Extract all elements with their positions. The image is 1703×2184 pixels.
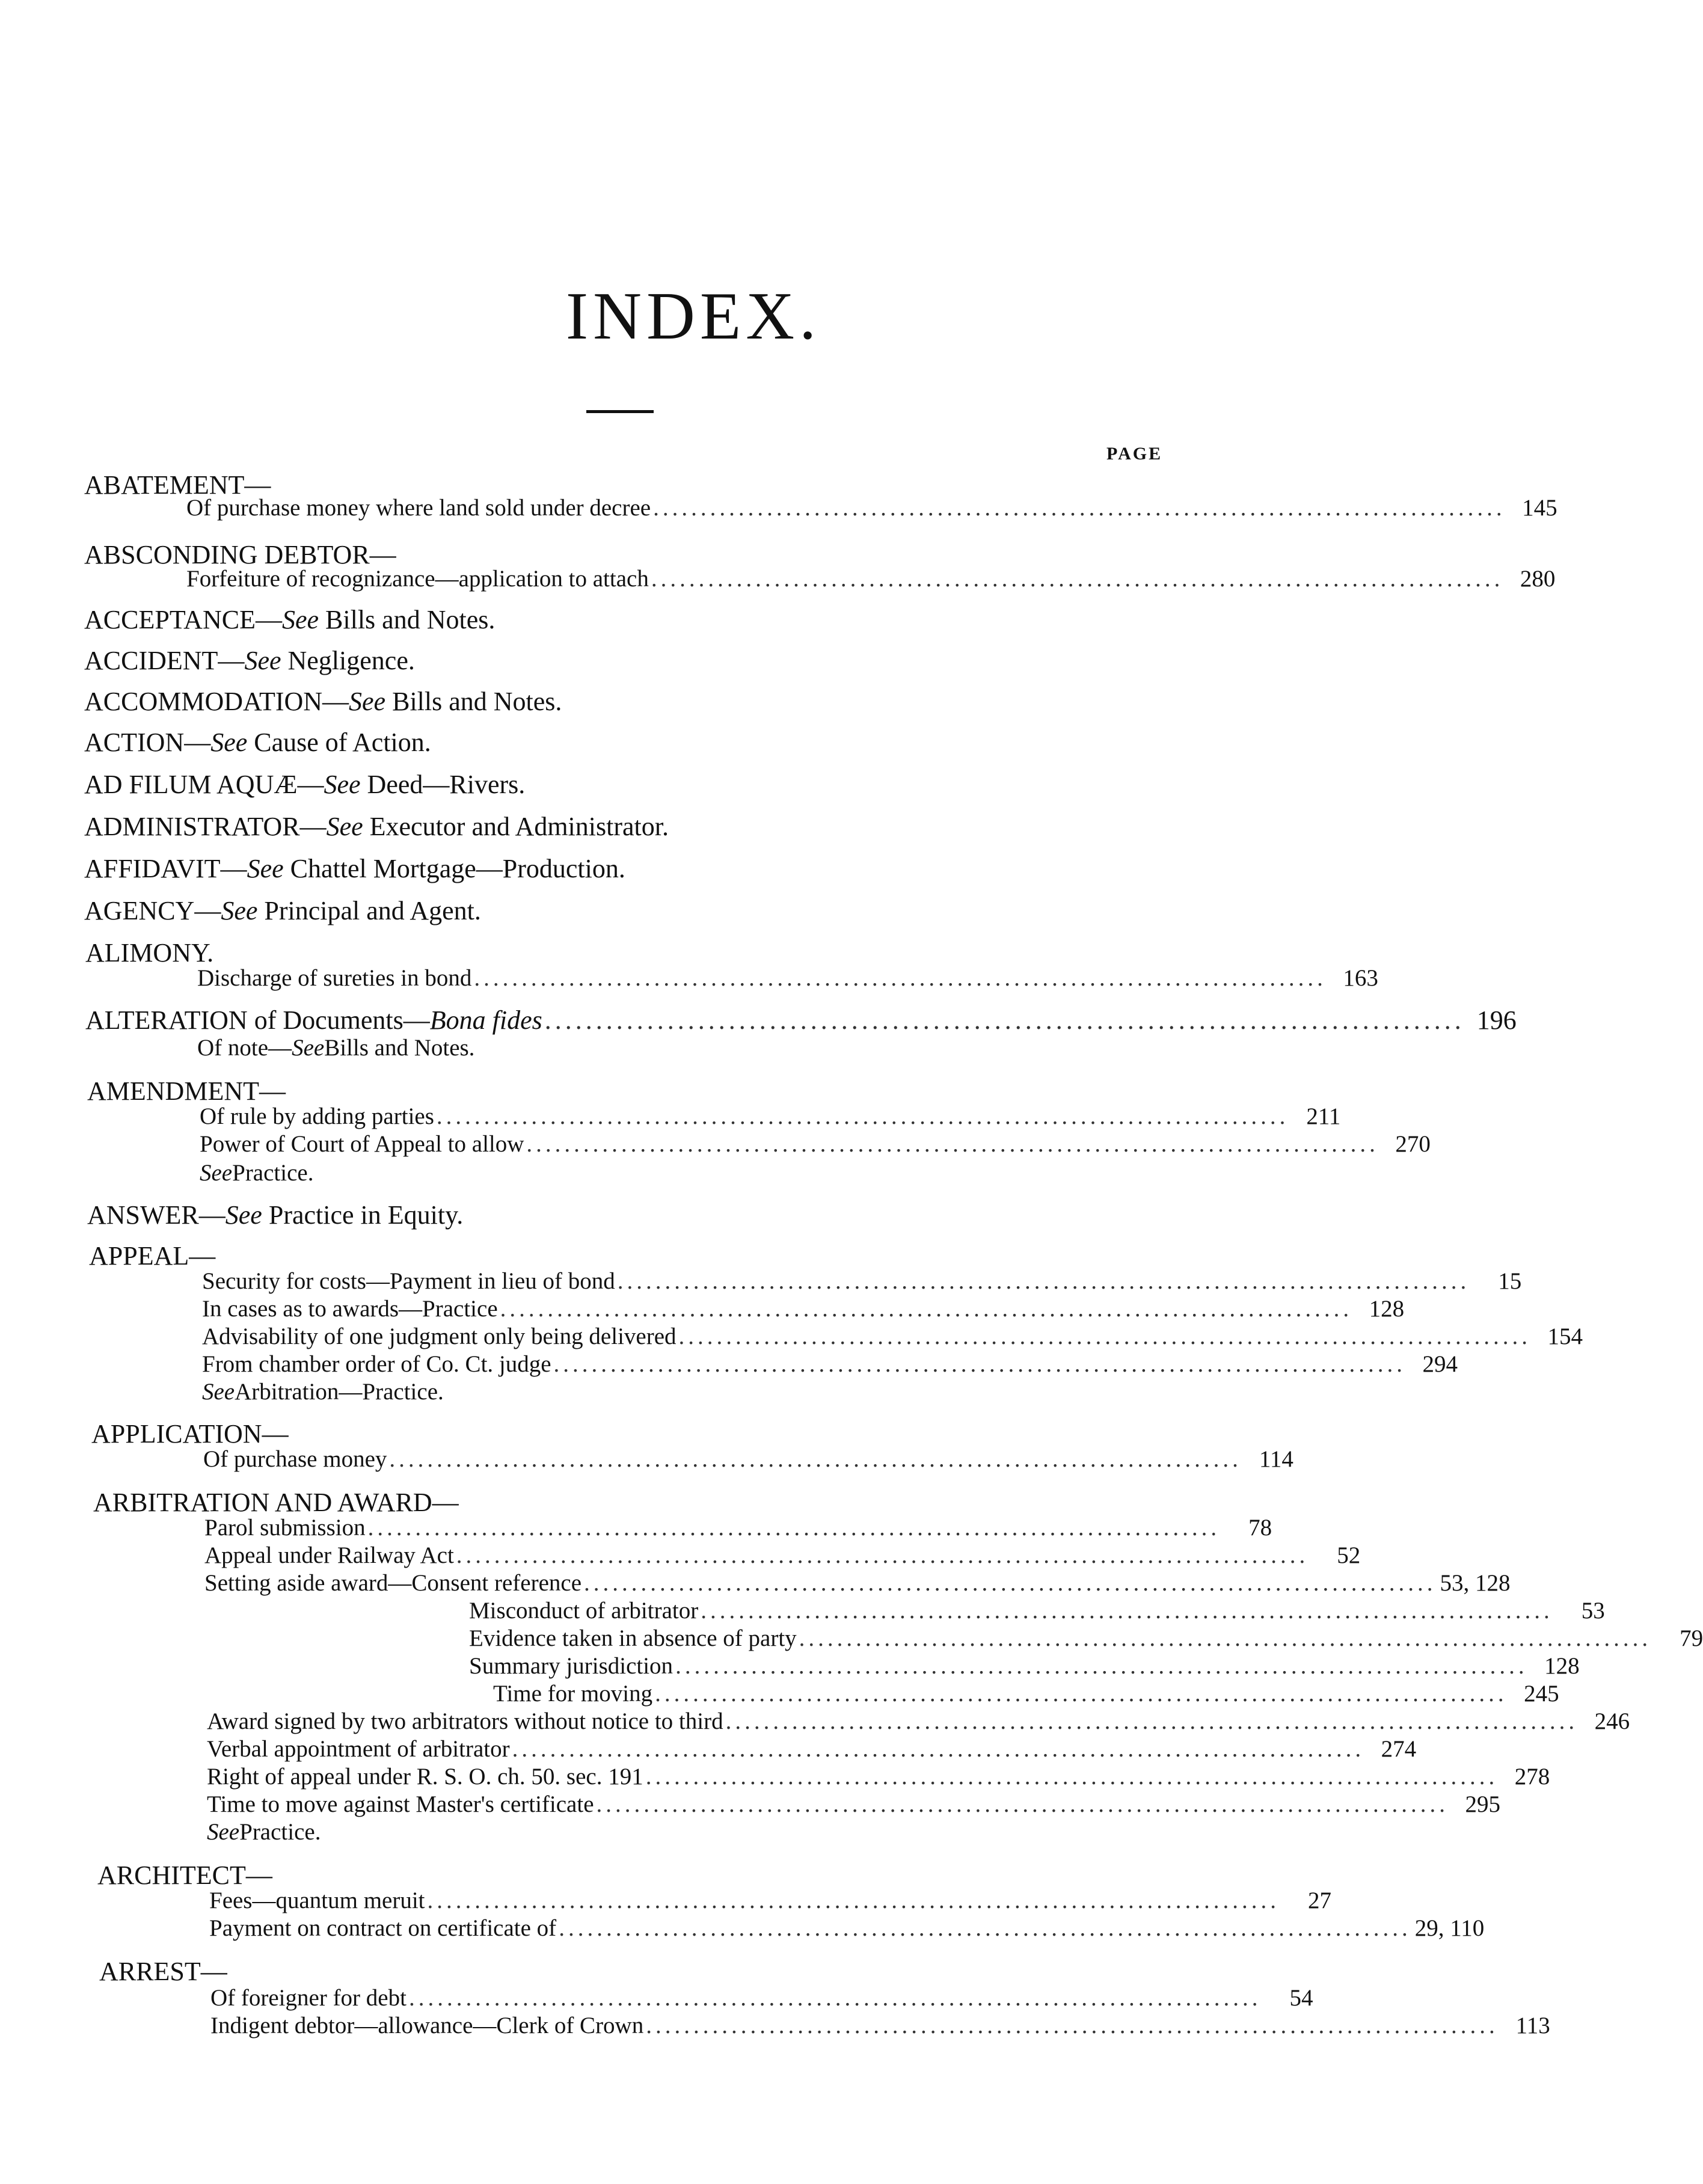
entry-ref: Practice. — [239, 1819, 321, 1845]
leader-dots: .......................................................................................... — [436, 1103, 1289, 1129]
page-number: 15 — [1498, 1268, 1522, 1294]
leader-dots: .......................................................................................... — [408, 1985, 1262, 2011]
page-number: 27 — [1308, 1888, 1332, 1913]
index-line — [202, 1268, 1522, 1295]
index-line-text: Payment on contract on certificate of — [209, 1915, 557, 1941]
entry-answer — [87, 1200, 463, 1230]
index-line — [469, 1625, 1703, 1652]
page-number: 128 — [1369, 1296, 1405, 1322]
entry-acceptance — [84, 605, 495, 635]
leader-dots: .......................................................................................... — [553, 1351, 1407, 1377]
see-label: See — [207, 1819, 240, 1845]
index-line-text: Of purchase money where land sold under decree — [186, 495, 651, 521]
entry-action — [84, 728, 431, 758]
entry-ref: Deed—Rivers. — [360, 770, 526, 799]
index-line — [203, 1446, 1293, 1473]
leader-dots: .......................................................................................... — [526, 1131, 1379, 1157]
index-line-text: Time to move against Master's certificate — [207, 1791, 594, 1817]
page-number: 54 — [1289, 1985, 1313, 2011]
index-line-text: Award signed by two arbitrators without notice to third — [207, 1708, 723, 1734]
entry-ref: Practice. — [232, 1160, 314, 1186]
leader-dots: .......................................................................................... — [701, 1598, 1553, 1624]
see-label: See — [244, 646, 281, 675]
see-label: See — [324, 770, 361, 799]
entry-heading-alimony: ALIMONY. — [85, 938, 214, 968]
leader-dots: .......................................................................................... — [646, 2013, 1499, 2038]
index-line-text: Discharge of sureties in bond — [197, 965, 472, 991]
leader-dots: .......................................................................................... — [651, 566, 1504, 592]
entry-head-italic: Bona fides — [429, 1005, 542, 1035]
page-number: 245 — [1524, 1681, 1559, 1707]
page-number: 29, 110 — [1414, 1915, 1485, 1941]
leader-dots: .......................................................................................... — [427, 1888, 1280, 1913]
leader-dots: .......................................................................................... — [559, 1915, 1411, 1941]
see-label: See — [349, 687, 386, 716]
page-number: 79 — [1680, 1625, 1703, 1651]
entry-heading-architect: ARCHITECT— — [97, 1860, 272, 1890]
page-number: 163 — [1343, 965, 1378, 991]
page-number: 114 — [1259, 1446, 1293, 1472]
leader-dots: .......................................................................................... — [389, 1446, 1242, 1472]
see-label: See — [200, 1160, 233, 1186]
index-line-text: Power of Court of Appeal to allow — [200, 1131, 524, 1157]
leader-dots: .......................................................................................... — [655, 1681, 1508, 1707]
index-line — [493, 1680, 1559, 1708]
page-number: 246 — [1594, 1708, 1630, 1734]
index-line — [469, 1652, 1580, 1680]
index-line — [207, 1763, 1550, 1791]
leader-dots: .......................................................................................... — [367, 1515, 1221, 1541]
entry-heading-arrest: ARREST— — [99, 1957, 227, 1986]
page-number: 274 — [1381, 1736, 1417, 1762]
entry-ref: Negligence. — [281, 646, 415, 675]
index-line-text: Setting aside award—Consent reference — [204, 1570, 582, 1596]
index-line-text: Of note— — [197, 1035, 292, 1061]
see-label: See — [292, 1035, 325, 1061]
index-line-text: Of purchase money — [203, 1446, 387, 1472]
index-line-text: Time for moving — [493, 1681, 653, 1707]
see-label: See — [221, 896, 258, 925]
index-line — [197, 965, 1378, 992]
entry-ref: Bills and Notes. — [319, 605, 496, 634]
page-title: INDEX. — [565, 279, 821, 354]
index-line — [204, 1542, 1361, 1569]
index-line-text: Indigent debtor—allowance—Clerk of Crown — [210, 2013, 644, 2038]
entry-ref: Cause of Action. — [247, 728, 431, 757]
index-line — [202, 1323, 1583, 1351]
page-number: 280 — [1520, 566, 1556, 592]
index-line — [210, 1984, 1313, 2012]
page-number: 145 — [1522, 495, 1557, 521]
index-line — [207, 1791, 1500, 1818]
index-line-text: Of rule by adding parties — [200, 1103, 434, 1129]
index-line-see — [197, 1034, 474, 1062]
index-line-see — [200, 1159, 313, 1187]
index-line — [207, 1708, 1630, 1735]
page-number: 53, 128 — [1440, 1570, 1511, 1596]
see-label: See — [281, 605, 319, 634]
leader-dots: .......................................................................................... — [799, 1625, 1652, 1651]
entry-heading-arbitration: ARBITRATION AND AWARD— — [93, 1488, 459, 1517]
index-line-text: Misconduct of arbitrator — [469, 1598, 699, 1624]
entry-heading-abatement: ABATEMENT— — [84, 470, 271, 500]
index-line-text: Appeal under Railway Act — [204, 1542, 454, 1568]
entry-accommodation — [84, 687, 562, 717]
leader-dots: .......................................................................................... — [544, 1005, 1465, 1035]
title-rule — [586, 410, 654, 413]
index-line — [202, 1351, 1458, 1378]
entry-ref: Practice in Equity. — [262, 1200, 464, 1230]
entry-accident — [84, 646, 415, 676]
entry-ref: Bills and Notes. — [385, 687, 562, 716]
index-line-text: Verbal appointment of arbitrator — [207, 1736, 510, 1762]
see-label: See — [202, 1379, 235, 1405]
entry-head: ANSWER— — [87, 1200, 226, 1230]
entry-heading-application: APPLICATION— — [91, 1419, 289, 1449]
entry-head: AFFIDAVIT— — [84, 854, 247, 883]
entry-ref: Principal and Agent. — [257, 896, 481, 925]
index-line-text: Fees—quantum meruit — [209, 1888, 425, 1913]
index-line — [200, 1103, 1341, 1130]
page-number: 294 — [1422, 1351, 1458, 1377]
index-line-text: Summary jurisdiction — [469, 1653, 674, 1679]
index-line — [209, 1887, 1332, 1915]
leader-dots: .......................................................................................... — [645, 1764, 1499, 1790]
entry-head-text: ALTERATION of Documents— — [85, 1005, 430, 1035]
entry-head — [85, 1005, 542, 1035]
index-line — [204, 1569, 1511, 1597]
page-number: 78 — [1248, 1515, 1272, 1541]
leader-dots: .......................................................................................... — [617, 1268, 1470, 1294]
entry-ref: Executor and Administrator. — [363, 812, 669, 841]
entry-head: ACCEPTANCE— — [84, 605, 282, 634]
see-label: See — [210, 728, 248, 757]
index-line — [202, 1295, 1405, 1323]
entry-ref: Bills and Notes. — [324, 1035, 475, 1061]
page-column-label: PAGE — [1106, 444, 1163, 464]
page-number: 113 — [1515, 2013, 1550, 2038]
entry-head: AGENCY— — [84, 896, 221, 925]
page-number: 196 — [1476, 1005, 1517, 1035]
leader-dots: .......................................................................................... — [653, 495, 1506, 521]
index-line — [204, 1514, 1272, 1542]
entry-ad-filum — [84, 770, 525, 800]
page-number: 278 — [1514, 1764, 1550, 1790]
see-label: See — [225, 1200, 262, 1230]
leader-dots: .......................................................................................... — [500, 1296, 1353, 1322]
page-number: 295 — [1465, 1791, 1500, 1817]
index-line-text: In cases as to awards—Practice — [202, 1296, 498, 1322]
entry-administrator — [84, 812, 669, 842]
index-line-text: Of foreigner for debt — [210, 1985, 407, 2011]
index-line-see — [202, 1378, 444, 1406]
leader-dots: .......................................................................................... — [675, 1653, 1528, 1679]
see-label: See — [247, 854, 284, 883]
leader-dots: .......................................................................................... — [512, 1736, 1365, 1762]
page-number: 53 — [1581, 1598, 1605, 1624]
index-line — [200, 1130, 1431, 1158]
index-line — [209, 1915, 1485, 1942]
page-number: 211 — [1306, 1103, 1341, 1129]
entry-heading-absconding-debtor: ABSCONDING DEBTOR— — [84, 540, 396, 569]
leader-dots: .......................................................................................... — [725, 1708, 1579, 1734]
leader-dots: .......................................................................................... — [584, 1570, 1437, 1596]
page-number: 154 — [1547, 1324, 1583, 1349]
entry-head: ACCIDENT— — [84, 646, 245, 675]
index-line — [469, 1597, 1605, 1625]
leader-dots: .......................................................................................... — [596, 1791, 1449, 1817]
leader-dots: .......................................................................................... — [678, 1324, 1532, 1349]
leader-dots: .......................................................................................... — [456, 1542, 1309, 1568]
index-line-text: Forfeiture of recognizance—application to attach — [186, 566, 649, 592]
page-number: 52 — [1337, 1542, 1361, 1568]
entry-heading-appeal: APPEAL— — [89, 1241, 216, 1271]
entry-ref: Arbitration—Practice. — [235, 1379, 444, 1405]
index-line-see — [207, 1818, 321, 1846]
index-line-text: Advisability of one judgment only being delivered — [202, 1324, 677, 1349]
index-line-text: Right of appeal under R. S. O. ch. 50. sec. 191 — [207, 1764, 643, 1790]
entry-ref: Chattel Mortgage—Production. — [283, 854, 625, 883]
entry-alteration — [85, 1005, 1517, 1035]
index-line-text: Parol submission — [204, 1515, 366, 1541]
index-line — [186, 494, 1557, 522]
index-line — [207, 1735, 1417, 1763]
see-label: See — [326, 812, 363, 841]
entry-head: AD FILUM AQUÆ— — [84, 770, 324, 799]
page-number: 270 — [1395, 1131, 1431, 1157]
index-line — [186, 565, 1556, 593]
entry-affidavit — [84, 854, 625, 884]
index-line-text: Evidence taken in absence of party — [469, 1625, 797, 1651]
leader-dots: .......................................................................................... — [474, 965, 1327, 991]
entry-heading-amendment: AMENDMENT— — [87, 1076, 286, 1106]
entry-head: ACCOMMODATION— — [84, 687, 349, 716]
page-number: 128 — [1544, 1653, 1580, 1679]
index-line — [210, 2012, 1550, 2040]
index-line-text: From chamber order of Co. Ct. judge — [202, 1351, 551, 1377]
entry-head: ADMINISTRATOR— — [84, 812, 327, 841]
index-line-text: Security for costs—Payment in lieu of bond — [202, 1268, 615, 1294]
entry-agency — [84, 896, 481, 926]
entry-head: ACTION— — [84, 728, 211, 757]
